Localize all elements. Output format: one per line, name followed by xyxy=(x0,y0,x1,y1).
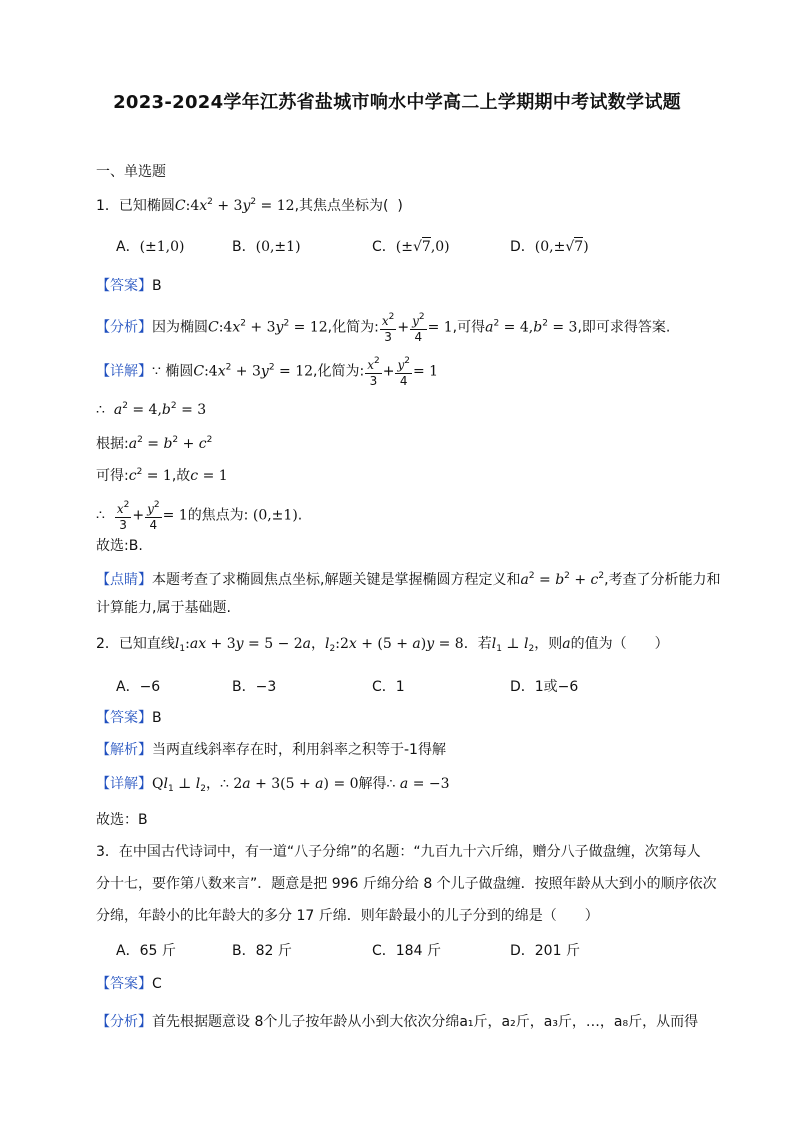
q3-option-a: A．65 斤 xyxy=(116,943,176,959)
q3-option-b: B．82 斤 xyxy=(232,943,292,959)
q1-step-ab: ∴ $a^2 = 4,b^2 = 3$ xyxy=(96,401,207,418)
q3-stem-line3: 分绵，年龄小的比年龄大的多分 17 斤绵．则年龄最小的儿子分到的绵是（ ） xyxy=(96,908,599,924)
q2-explain: 【解析】当两直线斜率存在时，利用斜率之积等于-1得解 xyxy=(96,742,446,758)
q2-option-b: B．−3 xyxy=(232,679,277,695)
q2-detail: 【详解】$Ql_1$ ⊥ $l_2$，∴ 2a + 3(5 + a) = 0解得∴ a = −3 xyxy=(96,776,450,794)
q1-detail: 【详解】∵ 椭圆$C:4x^2 + 3y^2 = 12$,化简为: $\frac{x^2}{3}$ + $\frac{y^2}{4}$ = 1 xyxy=(96,356,439,388)
q1-option-c: C．(±√7,0) xyxy=(372,239,450,255)
q1-comment-line1: 【点睛】本题考查了求椭圆焦点坐标,解题关键是掌握椭圆方程定义和$a^2 = b^2 + c^2$,考查了分析能力和 xyxy=(96,571,721,588)
q1-step-by: 根据$:a^2 = b^2 + c^2$ xyxy=(96,435,213,452)
q1-step-get: 可得$:c^2 = 1$,故c = 1 xyxy=(96,467,228,484)
q3-analysis: 【分析】首先根据题意设 8个儿子按年龄从小到大依次分绵a₁斤，a₂斤，a₃斤，…，a₈斤，从而得 xyxy=(96,1014,699,1030)
q2-option-d: D．1或−6 xyxy=(510,679,579,695)
q2-answer: 【答案】B xyxy=(96,710,162,726)
q1-comment-line2: 计算能力,属于基础题. xyxy=(96,600,231,616)
q1-answer: 【答案】B xyxy=(96,278,162,294)
q1-step-focus: ∴ $\frac{x^2}{3}$ + $\frac{y^2}{4}$ = 1的焦点为: (0,±1). xyxy=(96,500,303,532)
q1-option-d: D．(0,±√7) xyxy=(510,239,589,255)
q2-option-c: C．1 xyxy=(372,679,405,695)
q2-stem: 2．已知直线$l_1:ax + 3y = 5 - 2a$，$l_2:2x + (5 + a)y = 8$．若$l_1$ ⊥ $l_2$，则a的值为（ ） xyxy=(96,636,669,654)
section-heading: 一、单选题 xyxy=(96,164,166,180)
q1-choose: 故选:B. xyxy=(96,538,143,554)
q1-stem: 1．已知椭圆$C:4x^2 + 3y^2 = 12$,其焦点坐标为( ) xyxy=(96,197,403,214)
q1-option-a: A．(±1,0) xyxy=(116,239,185,255)
q2-choose: 故选：B xyxy=(96,812,148,828)
q3-option-c: C．184 斤 xyxy=(372,943,441,959)
q1-analysis: 【分析】因为椭圆$C:4x^2 + 3y^2 = 12$,化简为: $\frac{x^2}{3}$ + $\frac{y^2}{4}$ = 1,可得$a^2 = 4,b^2 = 3$,即可求得答案. xyxy=(96,312,671,344)
q3-stem-line1: 3．在中国古代诗词中，有一道“八子分绵”的名题：“九百九十六斤绵，赠分八子做盘缠，次第每人 xyxy=(96,844,701,860)
q3-stem-line2: 分十七，要作第八数来言”．题意是把 996 斤绵分给 8 个儿子做盘缠．按照年龄从大到小的顺序依次 xyxy=(96,876,717,892)
q3-answer: 【答案】C xyxy=(96,976,162,992)
page-title: 2023-2024学年江苏省盐城市响水中学高二上学期期中考试数学试题 xyxy=(113,92,681,113)
q2-option-a: A．−6 xyxy=(116,679,161,695)
q1-option-b: B．(0,±1) xyxy=(232,239,301,255)
q3-option-d: D．201 斤 xyxy=(510,943,580,959)
